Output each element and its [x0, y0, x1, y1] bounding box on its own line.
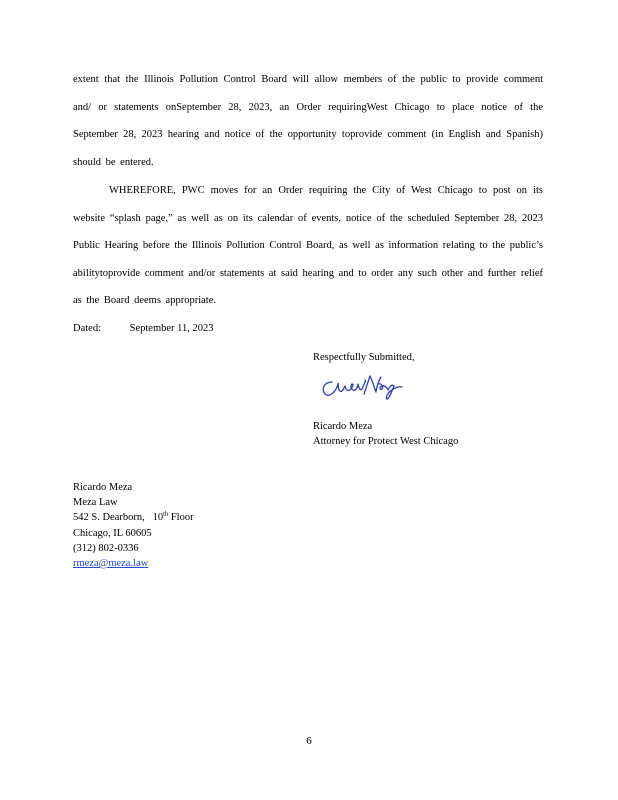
- contact-name: Ricardo Meza: [73, 482, 133, 493]
- page-number: 6: [306, 735, 312, 747]
- contact-address: [73, 510, 194, 525]
- contact-email-link[interactable]: rmeza@meza.law: [73, 558, 149, 570]
- dated-line: [73, 323, 214, 334]
- address-street: 542 S. Dearborn,: [73, 512, 145, 524]
- contact-firm: Meza Law: [73, 497, 118, 509]
- address-floor-number: 10: [152, 512, 164, 524]
- contact-phone: (312) 802-0336: [73, 542, 139, 554]
- body-paragraph-wherefore: WHEREFORE, PWC moves for an Order requiring the City of West Chicago to post on its website “splash page,” as well as on its calendar of events, notice of the scheduled September 28, 2023 Public Hearing before the Illinois Pollution Control Board, as well as information relating to the public’s abilitytoprovide comment and/or statements at said hearing and to order any such other and further relief as the Board deems appropriate.: [73, 185, 543, 307]
- closing-text: Respectfully Submitted,: [313, 352, 415, 363]
- dated-date: September 11, 2023: [129, 323, 214, 334]
- address-floor-word: Floor: [170, 512, 194, 524]
- signer-name: Ricardo Meza: [313, 421, 373, 432]
- address-floor-suffix: th: [163, 510, 169, 518]
- contact-city: Chicago, IL 60605: [73, 527, 152, 539]
- handwritten-signature: [318, 372, 408, 402]
- signature-block: [313, 419, 458, 449]
- dated-label: Dated:: [73, 323, 101, 334]
- body-paragraph-1: extent that the Illinois Pollution Control Board will allow members of the public to provide comment and/ or statements onSeptember 28, 2023, an Order requiringWest Chicago to place notice of the September 28, 2023 hearing and notice of the opportunity toprovide comment (in English and Spanish) should be entered.: [73, 74, 543, 168]
- contact-block: [73, 480, 194, 571]
- signer-title: Attorney for Protect West Chicago: [313, 436, 459, 447]
